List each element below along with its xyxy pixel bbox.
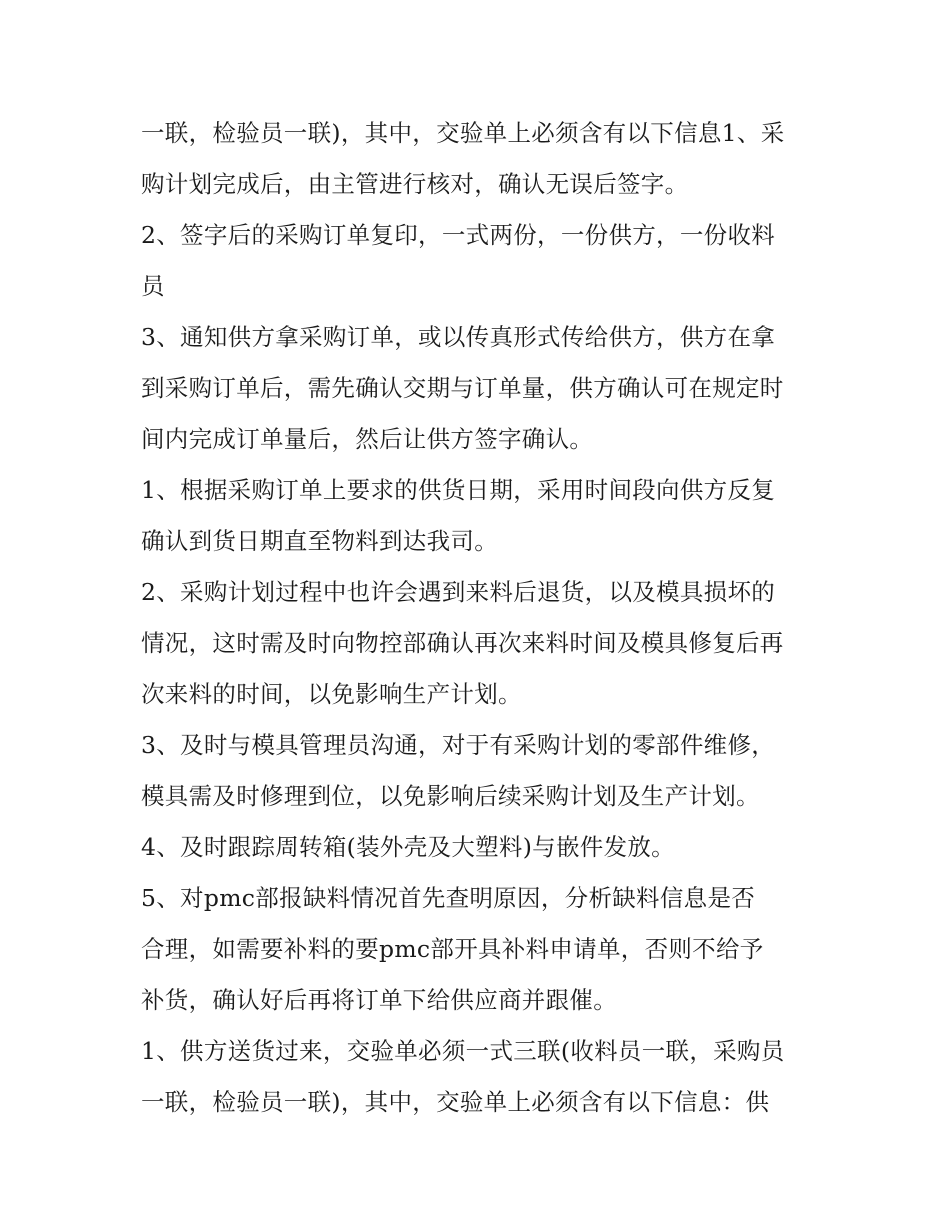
text-line: 一联，检验员一联)，其中，交验单上必须含有以下信息1、采 — [141, 119, 785, 147]
text-line: 一联，检验员一联)，其中，交验单上必须含有以下信息：供 — [141, 1088, 770, 1116]
text-line: 到采购订单后，需先确认交期与订单量，供方确认可在规定时 — [141, 374, 784, 402]
text-line: 2、签字后的采购订单复印，一式两份，一份供方，一份收料 — [141, 221, 776, 249]
text-line: 3、及时与模具管理员沟通，对于有采购计划的零部件维修， — [141, 731, 776, 759]
text-line: 1、供方送货过来，交验单必须一式三联(收料员一联，采购员 — [141, 1037, 785, 1065]
text-line: 确认到货日期直至物料到达我司。 — [141, 527, 498, 555]
text-line: 次来料的时间，以免影响生产计划。 — [141, 680, 522, 708]
text-line: 合理，如需要补料的要pmc部开具补料申请单，否则不给予 — [141, 935, 764, 963]
text-line: 1、根据采购订单上要求的供货日期，采用时间段向供方反复 — [141, 476, 776, 504]
text-line: 购计划完成后，由主管进行核对，确认无误后签字。 — [141, 170, 689, 198]
text-line: 4、及时跟踪周转箱(装外壳及大塑料)与嵌件发放。 — [141, 833, 675, 861]
document-body — [141, 108, 821, 1128]
text-line: 2、采购计划过程中也许会遇到来料后退货，以及模具损坏的 — [141, 578, 776, 606]
text-line: 3、通知供方拿采购订单，或以传真形式传给供方，供方在拿 — [141, 323, 776, 351]
text-line: 间内完成订单量后，然后让供方签字确认。 — [141, 425, 594, 453]
text-line: 补货，确认好后再将订单下给供应商并跟催。 — [141, 986, 617, 1014]
text-line: 情况，这时需及时向物控部确认再次来料时间及模具修复后再 — [141, 629, 784, 657]
text-line: 5、对pmc部报缺料情况首先查明原因，分析缺料信息是否 — [141, 884, 756, 912]
text-line: 员 — [141, 272, 165, 300]
text-line: 模具需及时修理到位，以免影响后续采购计划及生产计划。 — [141, 782, 760, 810]
